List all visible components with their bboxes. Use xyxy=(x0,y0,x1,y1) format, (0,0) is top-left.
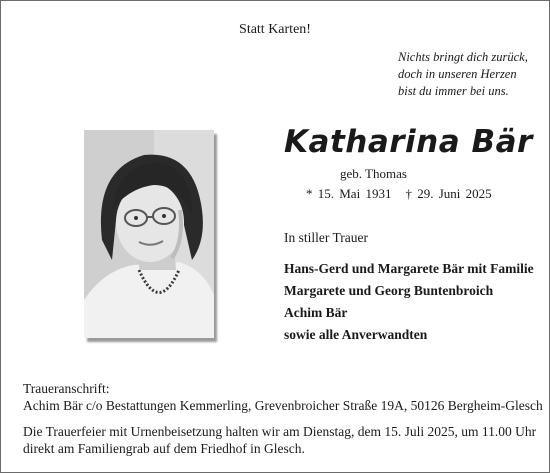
mourner-line: Achim Bär xyxy=(284,305,348,320)
ceremony-line: Die Trauerfeier mit Urnenbeisetzung halten wir am Dienstag, dem 15. Juli 2025, um 11.00 Uhr xyxy=(23,424,537,439)
mourner-line: Hans-Gerd und Margarete Bär mit Familie xyxy=(284,261,534,276)
quote-line: doch in unseren Herzen xyxy=(398,67,517,81)
mourner-line: sowie alle Anverwandten xyxy=(284,327,428,342)
mourning-intro: In stiller Trauer xyxy=(284,230,368,245)
deceased-name: Katharina Bär xyxy=(284,124,533,160)
address-text: Achim Bär c/o Bestattungen Kemmerling, Grevenbroicher Straße 19A, 50126 Bergheim-Glesch xyxy=(23,398,543,413)
portrait-image xyxy=(84,130,214,338)
cards-line: Statt Karten! xyxy=(239,22,311,37)
ceremony-line: direkt am Familiengrab auf dem Friedhof in Glesch. xyxy=(23,441,305,456)
maiden-name: geb. Thomas xyxy=(340,166,407,181)
ceremony-block xyxy=(23,423,536,457)
memorial-quote xyxy=(398,49,528,100)
life-dates xyxy=(306,186,506,202)
mourners-list xyxy=(284,258,534,346)
address-label: Traueranschrift: xyxy=(23,381,110,396)
address-block xyxy=(23,380,543,414)
portrait-photo xyxy=(84,130,214,338)
mourner-line: Margarete und Georg Buntenbroich xyxy=(284,283,494,298)
birth-date: * 15. Mai 1931 xyxy=(306,186,392,201)
quote-line: bist du immer bei uns. xyxy=(398,84,509,98)
quote-line: Nichts bringt dich zurück, xyxy=(398,50,528,64)
death-date: † 29. Juni 2025 xyxy=(405,186,492,201)
